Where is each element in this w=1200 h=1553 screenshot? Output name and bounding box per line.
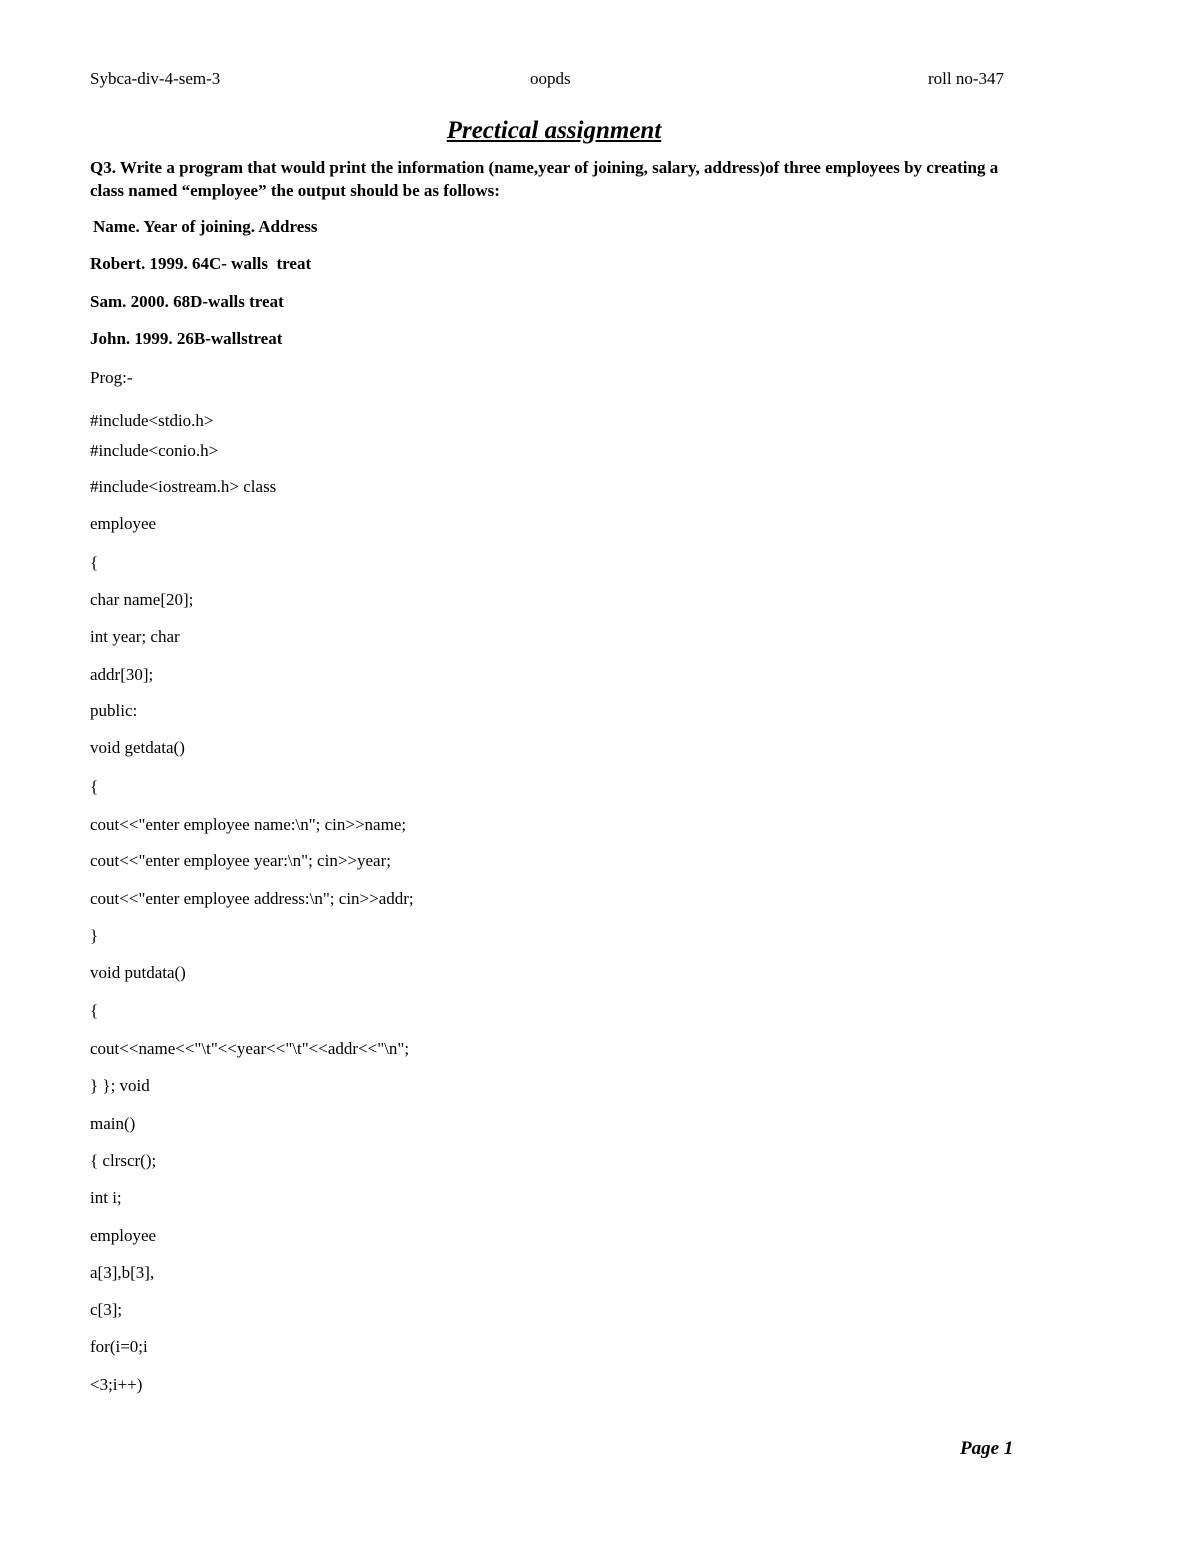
output-table-row: Sam. 2000. 68D-walls treat: [90, 292, 284, 311]
output-table-header: Name. Year of joining. Address: [93, 217, 318, 236]
code-line: cout<<"enter employee name:\n"; cin>>name;: [90, 815, 407, 834]
code-line: #include<iostream.h> class: [90, 477, 277, 496]
code-line: void getdata(): [90, 738, 185, 757]
code-line: c[3];: [90, 1300, 123, 1319]
code-line: public:: [90, 701, 138, 720]
output-table-row: John. 1999. 26B-wallstreat: [90, 329, 283, 348]
code-line: int i;: [90, 1188, 122, 1207]
program-label: Prog:-: [90, 368, 133, 387]
code-line: cout<<name<<"\t"<<year<<"\t"<<addr<<"\n";: [90, 1039, 410, 1058]
code-line: }: [90, 926, 99, 945]
code-line: {: [90, 777, 99, 796]
header-subject: oopds: [530, 69, 571, 88]
code-line: <3;i++): [90, 1375, 143, 1394]
header-roll-number: roll no-347: [928, 69, 1005, 88]
code-line: } }; void: [90, 1076, 150, 1095]
code-line: employee: [90, 1226, 157, 1245]
code-line: a[3],b[3],: [90, 1263, 155, 1282]
code-line: { clrscr();: [90, 1151, 157, 1170]
code-line: void putdata(): [90, 963, 186, 982]
code-line: for(i=0;i: [90, 1337, 148, 1356]
document-title: Prectical assignment: [446, 117, 662, 144]
code-line: cout<<"enter employee address:\n"; cin>>addr;: [90, 889, 414, 908]
page-number: Page 1: [960, 1438, 1014, 1459]
output-table-row: Robert. 1999. 64C- walls treat: [90, 254, 312, 273]
code-line: #include<stdio.h>: [90, 411, 214, 430]
code-line: {: [90, 553, 99, 572]
code-line: employee: [90, 514, 157, 533]
code-line: char name[20];: [90, 590, 194, 609]
question-text: Q3. Write a program that would print the information (name,year of joining, salary, address)of three employees by creating a class named “employee” the output should be as follows:: [90, 158, 999, 200]
code-line: int year; char: [90, 627, 180, 646]
code-line: main(): [90, 1114, 136, 1133]
header-course: Sybca-div-4-sem-3: [90, 69, 221, 88]
code-line: addr[30];: [90, 665, 154, 684]
code-line: cout<<"enter employee year:\n"; cin>>year;: [90, 851, 391, 870]
code-line: {: [90, 1001, 99, 1020]
code-line: #include<conio.h>: [90, 441, 219, 460]
